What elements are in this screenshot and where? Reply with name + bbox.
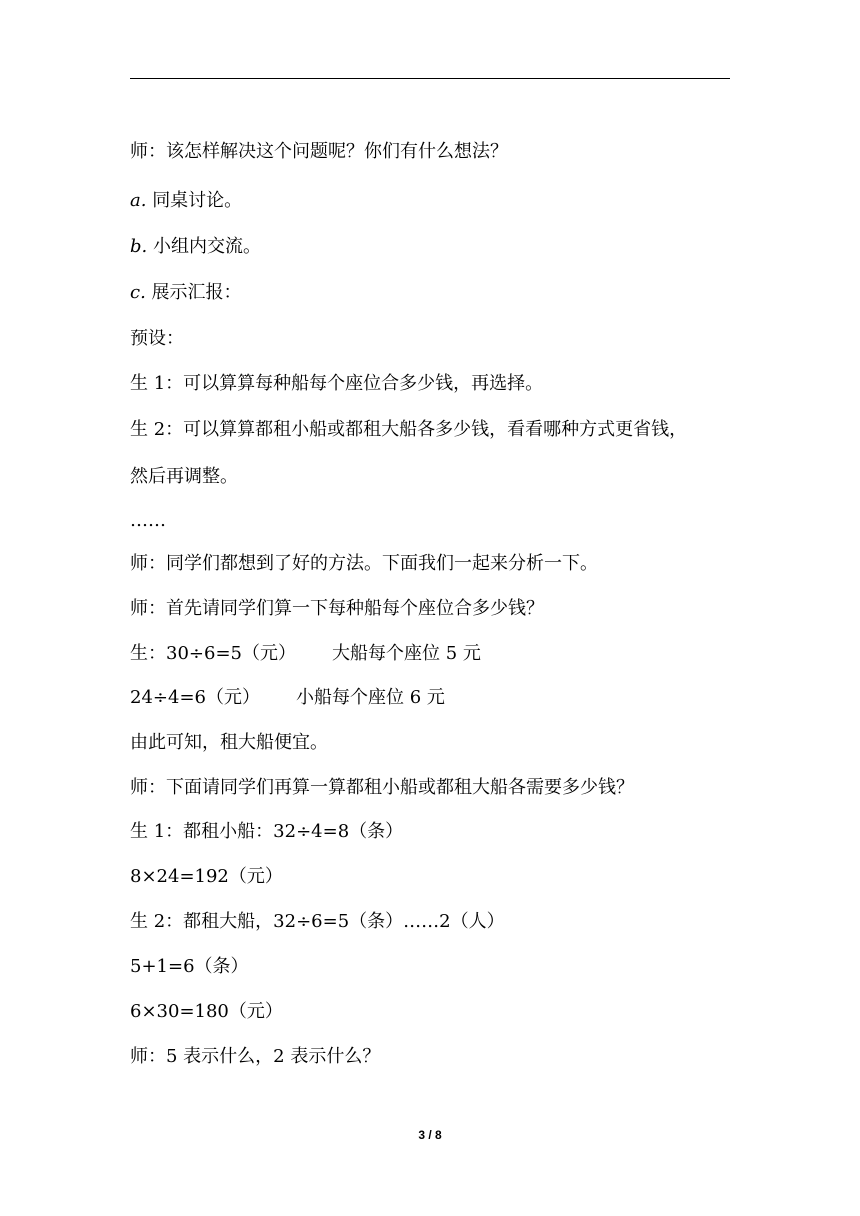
paragraph-line (130, 465, 238, 489)
paragraph-line (130, 955, 249, 979)
list-marker: a. (130, 190, 147, 211)
paragraph-line (130, 776, 634, 800)
line-text: 师：该怎样解决这个问题呢？你们有什么想法？ (130, 141, 508, 162)
line-text: 6×30=180（元） (130, 1001, 283, 1022)
list-marker: c. (130, 282, 146, 303)
line-text: 同桌讨论。 (152, 190, 243, 211)
paragraph-line (130, 686, 445, 710)
paragraph-line (130, 820, 403, 844)
line-text: 生 2：可以算算都租小船或都租大船各多少钱，看看哪种方式更省钱， (130, 419, 688, 440)
header-rule (130, 78, 730, 79)
line-text: …… (130, 510, 166, 531)
line-text: 生 1：都租小船：32÷4=8（条） (130, 821, 404, 842)
paragraph-line (130, 1000, 283, 1024)
line-text: 5+1=6（条） (130, 956, 249, 977)
line-text: 24÷4=6（元） (130, 687, 260, 708)
line-text: 生 1：可以算算每种船每个座位合多少钱，再选择。 (130, 373, 544, 394)
page-number: 3 / 8 (418, 1128, 442, 1142)
paragraph-line (130, 910, 505, 934)
line-note: 大船每个座位 5 元 (331, 643, 481, 664)
paragraph-line (130, 865, 283, 889)
paragraph-line (130, 372, 543, 396)
paragraph-line (130, 642, 481, 666)
line-text: 展示汇报： (151, 282, 242, 303)
line-note: 小船每个座位 6 元 (295, 687, 445, 708)
line-text: 然后再调整。 (130, 466, 238, 487)
line-text: 生 2：都租大船，32÷6=5（条）……2（人） (130, 911, 505, 932)
line-text: 预设： (130, 328, 184, 349)
paragraph-line (130, 418, 687, 442)
paragraph-line (130, 140, 508, 164)
line-text: 师：首先请同学们算一下每种船每个座位合多少钱？ (130, 598, 544, 619)
paragraph-line (130, 509, 166, 533)
line-text: 师：同学们都想到了好的方法。下面我们一起来分析一下。 (130, 553, 598, 574)
list-marker: b. (130, 236, 148, 257)
line-text: 8×24=192（元） (130, 866, 283, 887)
paragraph-line (130, 552, 598, 576)
line-text: 师：下面请同学们再算一算都租小船或都租大船各需要多少钱？ (130, 777, 634, 798)
line-text: 小组内交流。 (152, 236, 261, 257)
line-text: 师：5 表示什么，2 表示什么？ (130, 1046, 381, 1067)
paragraph-line (130, 327, 184, 351)
paragraph-line (130, 597, 544, 621)
paragraph-line (130, 731, 328, 755)
paragraph-line (130, 281, 242, 305)
paragraph-line (130, 1045, 380, 1069)
paragraph-line (130, 235, 261, 259)
line-text: 生：30÷6=5（元） (130, 643, 296, 664)
paragraph-line (130, 189, 242, 213)
line-text: 由此可知，租大船便宜。 (130, 732, 328, 753)
